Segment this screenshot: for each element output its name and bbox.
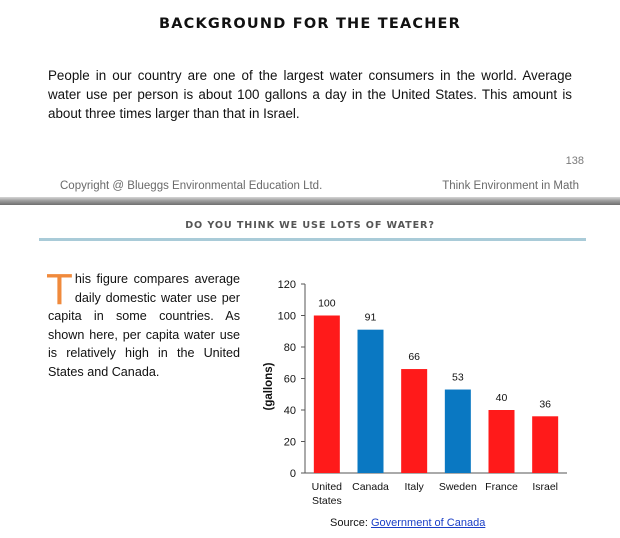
x-tick-label: United [311, 481, 343, 493]
water-use-bar-chart [255, 270, 575, 515]
bar-data-label: 100 [318, 297, 336, 310]
x-tick-label: Italy [404, 481, 424, 493]
source-label: Source: [330, 517, 371, 529]
x-tick-label: France [485, 481, 518, 493]
y-tick-label: 20 [283, 436, 296, 449]
source-link[interactable]: Government of Canada [370, 517, 486, 529]
bar [532, 416, 558, 473]
section-rule [39, 238, 586, 241]
y-tick-label: 40 [283, 405, 296, 417]
page-number: 138 [565, 155, 584, 167]
copyright-text: Copyright @ Blueggs Environmental Education Ltd. [60, 180, 323, 192]
page-title: BACKGROUND FOR THE TEACHER [158, 16, 462, 32]
bar [489, 410, 515, 473]
x-tick-label: States [311, 495, 342, 507]
page-divider [0, 197, 620, 205]
figure-description-text: his figure compares average daily domestic water use per capita in some countries. As shown here, per capita water use is relatively high in the United States and Canada. [48, 272, 240, 379]
figure-description [46, 265, 240, 381]
bar-data-label: 91 [364, 311, 377, 324]
bar-data-label: 40 [495, 392, 508, 404]
intro-paragraph: People in our country are one of the largest water consumers in the world. Average water use per person is about 100 gallons a day in the United States. This amount is about three times larger than that in Israel. [48, 68, 572, 121]
bar-data-label: 36 [539, 398, 552, 411]
y-tick-label: 80 [283, 342, 296, 354]
bar [445, 390, 471, 473]
y-axis-label: (gallons) [263, 362, 275, 411]
source-line [330, 517, 485, 529]
bar [401, 369, 427, 473]
x-tick-label: Sweden [438, 481, 477, 493]
bar-data-label: 53 [451, 371, 464, 384]
y-tick-label: 120 [277, 279, 296, 291]
y-tick-label: 0 [289, 468, 296, 480]
x-tick-label: Canada [352, 481, 389, 493]
bar [314, 316, 340, 474]
x-tick-label: Israel [532, 481, 559, 493]
drop-cap-letter: T [46, 265, 73, 314]
plot-area [263, 279, 567, 507]
bar [358, 330, 384, 473]
y-tick-label: 60 [283, 373, 296, 386]
series-title: Think Environment in Math [442, 180, 579, 192]
bar-data-label: 66 [408, 351, 421, 364]
y-tick-label: 100 [277, 310, 296, 323]
section-title: DO YOU THINK WE USE LOTS OF WATER? [185, 220, 435, 231]
